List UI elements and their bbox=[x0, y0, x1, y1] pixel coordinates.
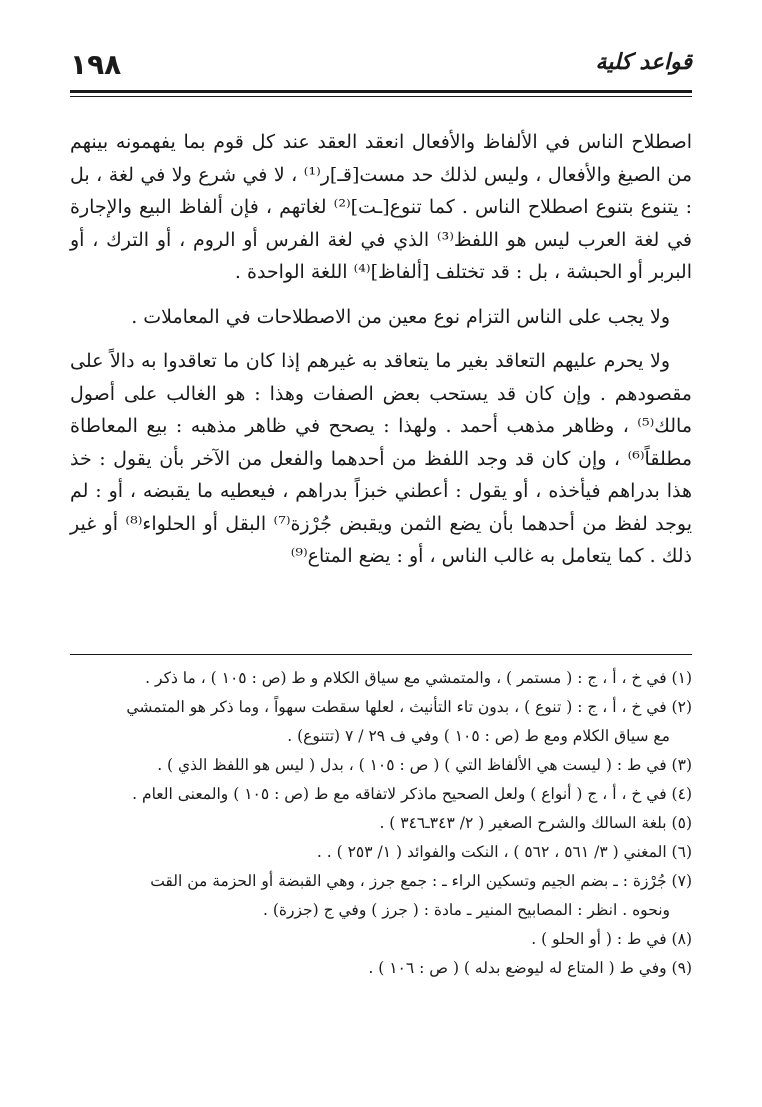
footnote-continuation: ونحوه . انظر : المصابيح المنير ـ مادة : ( جرز ) وفي ج (جزرة) . bbox=[262, 901, 670, 919]
footnotes-list bbox=[70, 664, 692, 983]
footnote-text: (٦) المغني ( ٣/ ٥٦١ ، ٥٦٢ ) ، النكت والفوائد ( ١/ ٢٥٣ ) . . bbox=[316, 843, 692, 861]
paragraph-2: ولا يجب على الناس التزام نوع معين من الاصطلاحات في المعاملات . bbox=[131, 305, 670, 328]
header-rule-thick bbox=[70, 90, 692, 93]
page-header bbox=[70, 48, 692, 88]
footnote-text: (٥) بلغة السالك والشرح الصغير ( ٢/ ٣٤٣ـ٣٤٦ ) . bbox=[379, 814, 692, 832]
running-title: قواعد كلية bbox=[595, 50, 692, 75]
footnote-9 bbox=[70, 954, 692, 983]
header-rule-thin bbox=[70, 96, 692, 97]
footnote-text: (٨) في ط : ( أو الحلو ) . bbox=[531, 930, 692, 948]
footnote-5 bbox=[70, 809, 692, 838]
footnote-text: (٢) في خ ، أ ، ج : ( تنوع ) ، بدون تاء التأنيث ، لعلها سقطت سهواً ، وما ذكر هو المتمشي bbox=[126, 698, 692, 716]
footnote-text: (٤) في خ ، أ ، ج ( أنواع ) ولعل الصحيح ماذكر لاتفاقه مع ط (ص : ١٠٥ ) والمعنى العام . bbox=[132, 785, 692, 803]
footnote-6 bbox=[70, 838, 692, 867]
body-text bbox=[70, 126, 692, 573]
footnote-8 bbox=[70, 925, 692, 954]
paragraph-3: ولا يحرم عليهم التعاقد بغير ما يتعاقد به غيرهم إذا كان ما تعاقدوا به دالاً على مقصودهم . وإن كان قد يستحب بعض الصفات وهذا : هو الغالب على أصول مالك⁽⁵⁾ ، وظاهر مذهب أحمد . ولهذا : يصحح في ظاهر مذهبه : بيع المعاطاة مطلقاً⁽⁶⁾ ، وإن كان قد وجد اللفظ من أحدهما والفعل من الآخر بأن يقول : خذ هذا بدراهم فيأخذه ، أو يقول : أعطني خبزاً بدراهم ، فيعطيه ما يقبضه ، أو : لم يوجد لفظ من أحدهما بأن يضع الثمن ويقبض جُرْزة⁽⁷⁾ البقل أو الحلواء⁽⁸⁾ أو غير ذلك . كما يتعامل به غالب الناس ، أو : يضع المتاع⁽⁹⁾ bbox=[70, 350, 693, 567]
footnote-separator bbox=[70, 654, 692, 655]
footnote-text: (١) في خ ، أ ، ج : ( مستمر ) ، والمتمشي مع سياق الكلام و ط (ص : ١٠٥ ) ، ما ذكر . bbox=[145, 669, 692, 687]
footnote-3 bbox=[70, 751, 692, 780]
footnote-4 bbox=[70, 780, 692, 809]
footnote-1 bbox=[70, 664, 692, 693]
footnote-text: (٣) في ط : ( ليست هي الألفاظ التي ) ( ص : ١٠٥ ) ، بدل ( ليس هو اللفظ الذي ) . bbox=[157, 756, 692, 774]
footnote-2 bbox=[70, 693, 692, 751]
paragraph-1: اصطلاح الناس في الألفاظ والأفعال انعقد العقد عند كل قوم بما يفهمونه بينهم من الصيغ والأفعال ، وليس لذلك حد مست[قـ]ر⁽¹⁾ ، لا في شرع ولا في لغة ، بل : يتنوع بتنوع اصطلاح الناس . كما تنوع[ـت]⁽²⁾ لغاتهم ، فإن ألفاظ البيع والإجارة في لغة العرب ليس هو اللفظ⁽³⁾ الذي في لغة الفرس أو الروم ، أو الترك ، أو البربر أو الحبشة ، بل : قد تختلف [ألفاظ]⁽⁴⁾ اللغة الواحدة . bbox=[70, 131, 693, 283]
page-number: ١٩٨ bbox=[70, 48, 122, 81]
footnote-continuation: مع سياق الكلام ومع ط (ص : ١٠٥ ) وفي ف ٢٩ / ٧ (تتنوع) . bbox=[287, 727, 670, 745]
footnote-7 bbox=[70, 867, 692, 925]
footnote-text: (٩) وفي ط ( المتاع له ليوضع بدله ) ( ص : ١٠٦ ) . bbox=[368, 959, 692, 977]
footnote-text: (٧) جُرْزة : ـ بضم الجيم وتسكين الراء ـ : جمع جرز ، وهي القبضة أو الحزمة من القت bbox=[150, 872, 692, 890]
